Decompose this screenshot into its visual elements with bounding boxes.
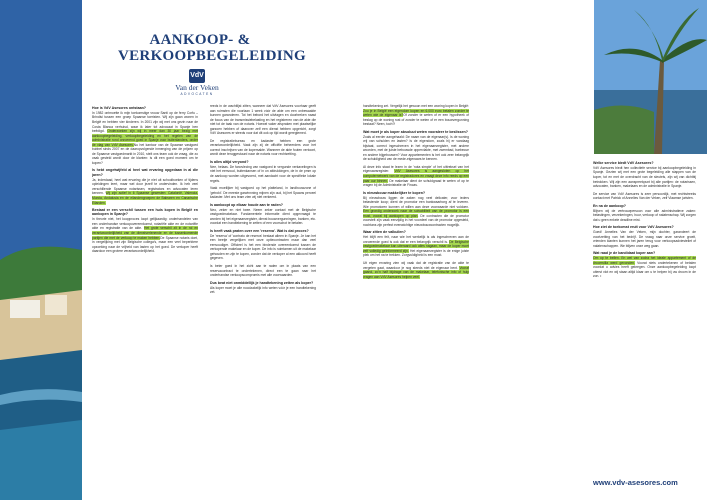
body-text: De Spaanse notaris doet, in vergelijking met zijn Belgische collega's, maar een veel beperktere opzoeking naar de vrijheid van lasten op het goed. De verkoper heeft daardoor een grotere verantwoordelijkheid. [92, 235, 198, 254]
section-heading: Is alles altijd veryond? [210, 160, 249, 165]
article-paragraph [210, 104, 316, 136]
section-heading: Is hebt ongetwijfeld al heel wat ervaring opgedaan in al die jaren? [92, 168, 198, 177]
article-paragraph [363, 165, 469, 188]
article-paragraph [593, 230, 696, 248]
section-heading: Hoe ziet de toekomst eruit voor VdV Asesores? [593, 225, 674, 230]
body-text: De contracten die de promotor voorstelt zijn vaak eenzijdig in het voordeel van de promotor opgesteld, nochtans zijn perfect evenwichtige nieuwbouwcontracten mogelijk. [363, 213, 469, 227]
highlighted-text: De Belgische vastgoedmakelaar kan uiteraard ook alles nagaan, maar de koper moet zelf volledig geïnformeerd zijn. [363, 239, 469, 253]
article-paragraph [363, 135, 469, 162]
section-heading: Wat raad je de kandidaat koper aan? [593, 251, 656, 256]
article-paragraph [593, 192, 696, 201]
article-paragraph [363, 261, 469, 279]
company-logo [165, 69, 229, 97]
article-paragraph [593, 209, 696, 223]
section-heading: Bestaat er een verschil tussen een huis kopen in België en aankopen in Spanje? [92, 208, 198, 217]
article-paragraph [210, 234, 316, 261]
logo-subtitle: ADVOCATEN [180, 92, 214, 96]
article-paragraph [363, 104, 469, 127]
body-text: Nu het kantoor van de Spaanse vastgoed bubbel sinds 2007 en de daaropvolgende inmenging van de prijzen op de Spaanse vastgoedmarkt in 2010, stelt ons team ook de vraag, die zo vaak gesteld wordt door de klanten: is dit een goed moment om te kopen? [92, 142, 198, 165]
website-url: www.vdv-asesores.com [593, 478, 678, 487]
article-paragraph [92, 111, 198, 166]
article-paragraph [593, 166, 696, 189]
article-paragraph [210, 139, 316, 157]
logo-name: Van der Veken [175, 83, 219, 92]
section-heading: Hoe is VdV Asesores ontstaan? [92, 106, 146, 110]
body-text: Ja, inderdaad, heel wat ervaring die je niet uit schoolboeken of tijdens opleidingen leert, maar wel door jezelf te ondervinden. Ik heb veel verschillende Spaanse notarissen, registrators en advocaten leren kennen. [92, 177, 198, 196]
article-paragraph [363, 196, 469, 228]
article-column-1 [92, 104, 198, 484]
body-text: Het eigenaarsregister is de enige juiste plek om het na te trekken. Zorgvuldigheid is een must. [363, 248, 469, 258]
body-text: Neo, zeker en niet twee. Neem zeker contact met de Belgische vastgoedmakelaar. Fundamentele informatie dient opgevraagd te worden bij het eigenaarsregister, dienst bouwvergunningen, banken, etc. voordat een handtekening te zetten of een voorschot te betalen. [210, 207, 316, 226]
body-text: Voorat niets ondertekenen of betalen voordat u advies heeft gekregen. Onze aankoopbegeleiding loopt uiterst vlot en wij staan altijd klaar om u te helpen bij uw droom in de zon. • [593, 260, 696, 279]
highlighted-text: Zou je in België een eigendom kopen en 6.000 euro betalen zonder te weten wie de eigenaar is? [363, 108, 469, 118]
body-text: Het blijft een feit, naar wie het werkelijk is als ingeschreven aan de onroerende goed is ook dat er een belangrijk verschil is. [363, 235, 469, 244]
article-paragraph [210, 264, 316, 278]
body-text: Of zonder te weten of er een hypotheek of beslag op de woning rust of zonder te weten of er een bouwvergunning bestaat? Neen, toch?! [363, 113, 469, 127]
section-heading: Is aankoopt op elkaar houde aan te raden? [210, 202, 283, 207]
body-text: De registratiebureau en kadaster hebben een grote verantwoordelijkheid. Vaak zijn zij de officiële beheerders voor het correct inschrijven van de kopersakte. Wanneer de akte fouten vertoont, wordt deze teruggestuurd naar de notaris voor rechtzetting. [210, 138, 316, 157]
section-heading: En na de aankoop? [593, 203, 626, 208]
coast-illustration [0, 0, 82, 500]
body-text: Blijven wij de vertrouwpersoon voor alle administratieve zaken: belastingen, verzekeringen, huur, verkoop of nalatenschap. Wij zorgen dat u geen enkele deadline mist. [593, 208, 696, 222]
body-text: In theorie niet, het koopproces loopt gelijkaardig: onderhandelen van een onderhandse verkoopovereenkomst, notariële akte en de notariële akte en registratie van de akte. [92, 217, 198, 231]
highlighted-text: Onderzoeken zijn wij in meer dan 30 jaar bezig met aankoopbegeleiding, verkoopbegeleiding en het regelen van de administratie rond onroerend goed in Spanje voor buitenlanders, onder de vlag van VdV Asesores. [92, 129, 198, 147]
section-heading: Dus beat niet onmiddellijk je handtekening zetten als koper? [210, 280, 314, 285]
body-text: Vaak moeilijker bij vastgoed op het platteland, in landbouwzone of 'getrokt'. De meeste garwinnning mijnen zijn oud, bij het Spaans perceel kadaster. Met ons team zien wij niet verkeerd. [210, 186, 316, 200]
article-column-4 [593, 158, 696, 478]
article-column-2 [210, 104, 316, 484]
body-text: De makelaar dient de schuldgraad te weten of op te vragen bij de Administratie de Fincas. [363, 178, 469, 188]
body-text: In 1982 ontmoette ik mijn toekomstige vrouw Santi op de ferry Corfu – Brindisi tussen een groep Spaanse toeristen. Wij zijn gaan wonen in België en hebben vier kinderen. In 2001 zijn wij met ons gezin naar de Costa Blanca verhuisd, waar ik later tot advocaat in Spanje ben beëdigd. [92, 110, 198, 134]
body-text: reeds in de wachtlijst zitten, wanneer dat VdV Asesores voorhaar geeft aan ruimsten die voorlaan 1 week vóór de akte om een onbewaakte kunnen garanderen. Tot het bebord het uitvlagen en doorbreken naast de focus van de transmissiebelasting en het registreren van de akte die niet tot de taak van de notaris. Hoewel vaker afspraken met plaatselijke garzoen hebben of daarover zelf een dienst hebben opgericht, zorgt VdV Asesores er steeds voor dat dit ook op tijd wordt gereglemed. [210, 104, 316, 136]
body-text: Uit eigen ervaring zien wij vaak dat de registratie van de akte te vergeten gaat, waardoor je nog steeds niet de eigenaar bent. [363, 261, 469, 270]
highlighted-text: Om op te bellen. En wel van zodra het ideale appartement of de droomvilla werd gevonden. [593, 256, 696, 265]
article-column-3 [363, 104, 469, 484]
body-text: Als koper moet je alle noodzakelijk info weten vóór je een handtekening zet. [210, 285, 316, 295]
body-text: handtekening zet. Vergelijk het gewoon met een woning kopen in België: [363, 104, 469, 108]
highlighted-text: Vooraf gaand, zo'n half bijdrage van de makelaar, telefonische info of hulp vragen aan VdV Asesores helpen veel. [363, 265, 469, 279]
article-paragraph [363, 235, 469, 258]
body-text: De 'reserva' of 'contrato de reserva' bestaat alleen in Spanje. Je kan het een beetje vergelijken met onze optiecontracten maar dan veel eenvoudiger. Officieel is het een bindende overeenkomst tussen de verkopende makelaar en de koper. De info is ruimtamen uit de makelaar gehouden en zijn te kopen, zonder dat de verkoper al een akkoord heeft gegeven. [210, 233, 316, 261]
article-paragraph [210, 186, 316, 200]
article-paragraph [210, 165, 316, 183]
palm-photo [594, 0, 707, 154]
logo-monogram: VdV [189, 69, 205, 83]
section-heading: Is heeft vaak praten over een 'reserva'. Wat is dat proces? [210, 228, 309, 233]
highlighted-text: VdV Asesores is aangesloten op het computernetwerk van de registradores en vraagt deze info reeds op een paar uur binnen. [363, 169, 469, 183]
section-heading: Wat moet je als koper absoluut weten vooraleer te beslissen? [363, 129, 468, 134]
page-title: AANKOOP- & VERKOOPBEGELEIDING [118, 32, 306, 64]
body-text: Is beter goed in het zicht aan te raden om in plaats van een reservacontract te ondertekenen, direct een te gaan naar het onderhandse verkoopscompromis met alle voorwaarden. [210, 264, 316, 278]
body-text: Zoals al eerder aangehaald: De naam van de eigenaar(s). Is de woning vrij van schulden en lasten? Is de eigendom, zoals hij er vandaag bijstaat, correct ingeschreven in het eigenaarsregister, met andere woorden, met de juiste bebouwde oppervlakte, met zwembad, barbecue en andere bijgebouwen? Voor appartementen is het ook zeer belangrijk de schuldigheid van de mede-eigenaars te kennen. [363, 134, 469, 162]
body-text: De service van VdV Asesores is zeer persoonlijk, met rechtstreeks contact met Patrick of Annelies Van der Veken, zelf Vlaamse juristen. [593, 191, 696, 201]
section-heading: Welke service biedt VdV Asesores? [593, 161, 654, 165]
article-paragraph [210, 208, 316, 226]
body-text: Goed! Annelies Van der Veken, mijn dochter, garandeert de voortzetting van het bedrijf. De vraag naar onze service groeit, vrienden klanten kunnen het jaren terug voor verkoopsadviesteliet of nalatenschappen. We blijven onze weg gaan. [593, 230, 696, 248]
highlighted-text: Wij zijn actief in 6 Spaanse gewesten: Catalonië, Valencia, Murcia, Andalusia en de eilandengroepen de Balearen en Canarische Eilanden. [92, 191, 198, 205]
body-text: Al deze info staat te lezen in de 'nota simple' of het uittreksel van het eigenaarsregister. [363, 164, 469, 174]
highlighted-text: Een grondig onderzoek naar de solvabiliteit van de promotor is een must, vooral bij aankopen op plan. [363, 209, 469, 218]
article-paragraph [210, 286, 316, 295]
highlighted-text: Het grote verschil zit in de rol en verantwoordelijkheid van de dienstverlenende en de tussenkomende partijen die met de verkoop te maken hebben. [92, 226, 198, 240]
body-text: Bij nieuwbouw liggen de zaken nog veel delicater, voor ieders belastende koop; dient de promotor een bankwaarborg af te leveren. Wie promotoren kunnen of willen aan deze voorwaarde niet voldoen. [363, 195, 469, 209]
section-heading: Waar zitten de valkuilen? [363, 230, 406, 235]
article-paragraph [92, 217, 198, 253]
article-paragraph [593, 256, 696, 279]
body-text: VdV Asesores biedt hen collectiefe service bij aankoopbegeleiding in Spanje. Gezien wij met een grote begeleiding alle stappen van de koper, tot en met de overdracht van de sleutels, zijn wij van dichtbij betrokken. Wij zijn een aanspreekpunt bij alle partijen: de notarissen, advocaten, banken, makelaars en de administratie in Spanje. [593, 165, 696, 189]
body-text: Nee, helaas. De fanovlecing van vastgoed in vergunde verkavelingen is niet het eenvoud, buitenkansen of in on afdrukkingen, de in de pmm op de aankoop worden uitgevoerd, met aandacht voor de specifieke lokale regels. [210, 164, 316, 183]
section-heading: Is nieuwbouw makkelijker te kopen? [363, 190, 426, 195]
article-paragraph [92, 178, 198, 205]
palm-illustration [594, 0, 707, 154]
coastal-photo [0, 0, 82, 500]
